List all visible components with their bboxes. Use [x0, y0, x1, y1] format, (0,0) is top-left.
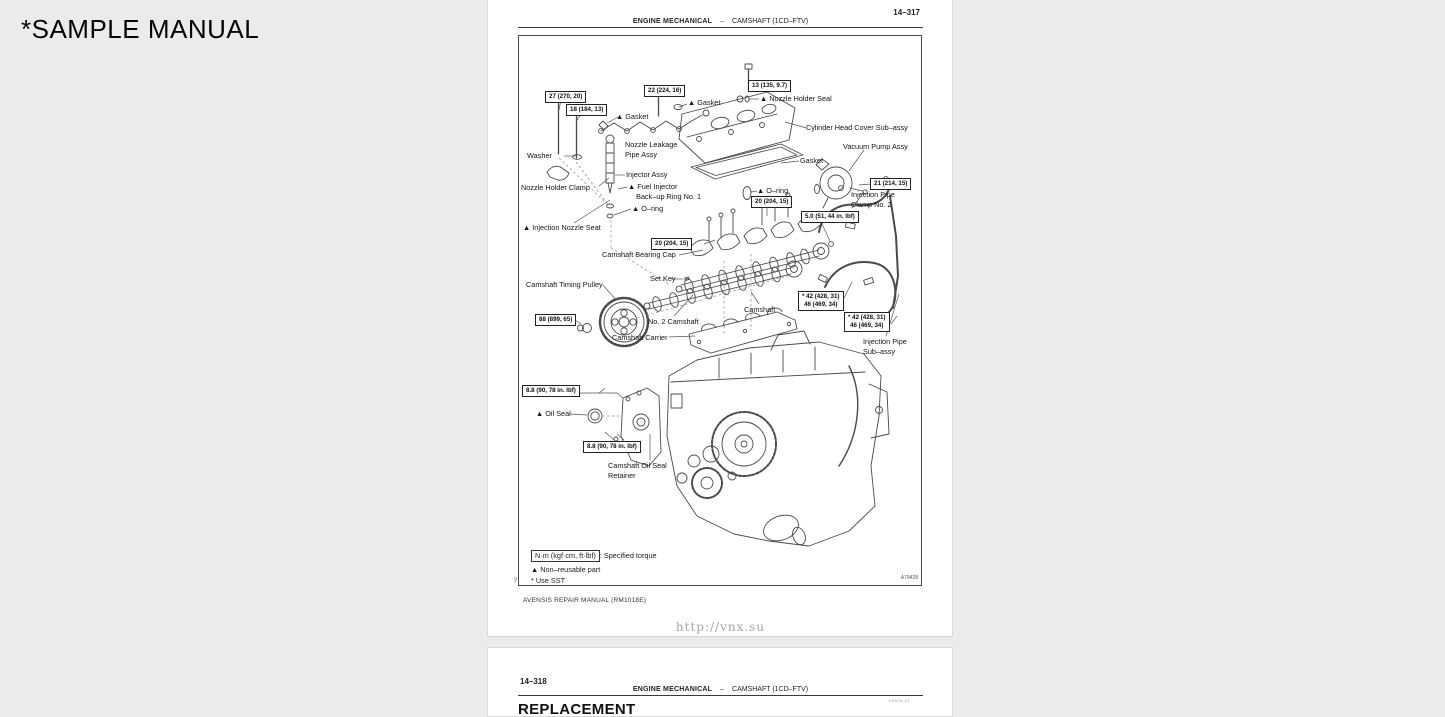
torque-spec-box: 88 (899, 65) [535, 314, 576, 326]
torque-spec-box: 13 (135, 9.7) [748, 80, 791, 92]
diagram-part-label: No. 2 Camshaft [648, 317, 699, 326]
diagram-part-label: Nozzle Leakage Pipe Assy [625, 140, 678, 159]
page-number: 14–318 [520, 677, 547, 686]
diagram-part-label: Injection Pipe Clamp No. 2 [851, 190, 895, 209]
diagram-part-label: ▲ O–ring [632, 204, 664, 213]
torque-spec-box: 18 (184, 13) [566, 104, 607, 116]
torque-spec-box: 5.0 (51, 44 in. lbf) [801, 211, 859, 223]
diagram-part-label: Injection Pipe Sub–assy [863, 337, 907, 356]
torque-spec-box: * 42 (428, 31) 46 (469, 34) [844, 312, 890, 332]
sample-manual-label: *SAMPLE MANUAL [21, 14, 260, 44]
torque-spec-box: 20 (204, 15) [751, 196, 792, 208]
section-heading: REPLACEMENT [518, 701, 636, 717]
diagram-part-label: Nozzle Holder Clamp [521, 183, 590, 192]
header-separator: – [720, 18, 725, 25]
header-topic: CAMSHAFT (1CD–FTV) [732, 686, 809, 693]
diagram-part-label: Camshaft Carrier [612, 333, 668, 342]
page-header [518, 18, 923, 25]
diagram-part-label: Camshaft Timing Pulley [526, 280, 603, 289]
diagram-part-label: ▲ Oil Seal [536, 409, 571, 418]
torque-spec-box: 8.8 (90, 78 in. lbf) [583, 441, 641, 453]
manual-footer: AVENSIS REPAIR MANUAL (RM1018E) [523, 597, 647, 604]
torque-spec-box: * 42 (428, 31) 46 (469, 34) [798, 291, 844, 311]
header-section: ENGINE MECHANICAL [632, 18, 713, 25]
header-rule [518, 695, 923, 696]
manual-page-318 [487, 647, 953, 717]
legend-torque [531, 550, 657, 562]
diagram-part-label: ▲ Injection Nozzle Seat [523, 223, 601, 232]
header-topic: CAMSHAFT (1CD–FTV) [732, 18, 809, 25]
site-watermark: http://vnx.su [675, 620, 766, 634]
diagram-part-label: ▲ Nozzle Holder Seal [760, 94, 832, 103]
page-number: 14–317 [893, 8, 920, 17]
legend-non-reusable: ▲ Non–reusable part [531, 564, 601, 574]
diagram-legend [531, 550, 657, 588]
diagram-part-label: ▲ Gasket [688, 98, 721, 107]
header-section: ENGINE MECHANICAL [632, 686, 713, 693]
header-rule [518, 27, 923, 28]
diagram-part-label: Camshaft Bearing Cap [602, 250, 676, 259]
torque-symbol-box: N·m (kgf·cm, ft·lbf) [531, 550, 600, 562]
torque-meaning: : Specified torque [599, 551, 657, 560]
diagram-frame [518, 35, 922, 586]
diagram-part-label: Camshaft Oil Seal Retainer [608, 461, 667, 480]
torque-spec-box: 20 (204, 15) [651, 238, 692, 250]
page-header [518, 686, 923, 693]
header-separator: – [720, 686, 725, 693]
section-code: 140CN–01 [888, 698, 910, 703]
diagram-part-label: Washer [527, 151, 552, 160]
torque-spec-box: 8.8 (90, 78 in. lbf) [522, 385, 580, 397]
manual-page-317 [487, 0, 953, 637]
torque-spec-box: 21 (214, 15) [870, 178, 911, 190]
stray-scan-mark: y [514, 576, 518, 583]
diagram-part-label: ▲ Fuel Injector Back–up Ring No. 1 [628, 182, 702, 201]
diagram-part-label: ▲ Gasket [616, 112, 649, 121]
engine-exploded-diagram-art [519, 36, 921, 585]
torque-spec-box: 27 (270, 20) [545, 91, 586, 103]
diagram-part-label: Vacuum Pump Assy [843, 142, 908, 151]
torque-spec-box: 22 (224, 16) [644, 85, 685, 97]
diagram-part-label: Set Key [650, 274, 676, 283]
diagram-part-label: Injector Assy [626, 170, 668, 179]
diagram-part-label: Cylinder Head Cover Sub–assy [806, 123, 908, 132]
diagram-part-label: ▲ O–ring [757, 186, 789, 195]
diagram-part-label: Camshaft [744, 305, 776, 314]
figure-code: A79428 [900, 575, 918, 581]
diagram-part-label: Gasket [800, 156, 824, 165]
legend-sst: * Use SST [531, 576, 566, 585]
